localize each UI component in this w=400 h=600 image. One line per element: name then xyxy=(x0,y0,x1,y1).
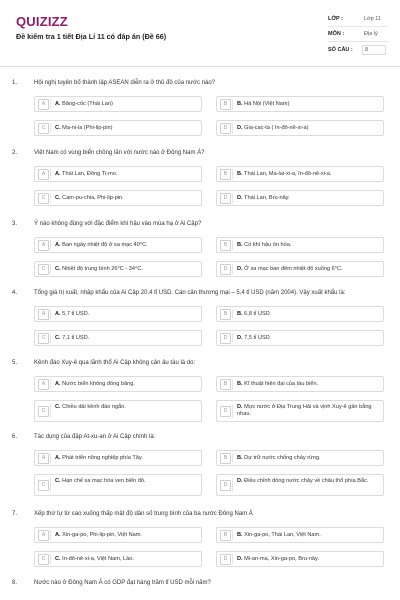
option-text xyxy=(237,381,379,388)
answer-option-a[interactable] xyxy=(34,450,202,466)
divider xyxy=(232,530,233,540)
option-letter-badge: D xyxy=(220,193,231,204)
option-label: Xin-ga-po, Thái Lan, Việt Nam. xyxy=(244,532,321,538)
option-key: A. xyxy=(55,455,61,461)
option-label: Mi-an-ma, Xin-ga-po, Bru-nây. xyxy=(244,556,319,562)
option-text xyxy=(55,381,197,388)
answer-option-a[interactable] xyxy=(34,237,202,253)
option-text xyxy=(55,101,197,108)
divider xyxy=(50,404,51,418)
option-letter-badge: B xyxy=(220,240,231,251)
count-label: SỐ CÂU : xyxy=(328,47,353,53)
question-text: Tác dụng của đập At-xu-an ở Ai Cập chính là: xyxy=(34,434,156,440)
answer-option-b[interactable] xyxy=(216,166,384,182)
divider xyxy=(232,123,233,133)
option-key: C. xyxy=(55,478,61,484)
question-text: Nước nào ở Đông Nam Á có GDP đạt hàng trăm tỉ USD mỗi năm? xyxy=(34,580,211,586)
divider xyxy=(50,554,51,564)
divider xyxy=(232,453,233,463)
option-key: A. xyxy=(55,311,61,317)
divider xyxy=(232,404,233,418)
option-label: Hạn chế sa mạc hóa ven biển đỏ. xyxy=(62,478,146,484)
divider xyxy=(232,379,233,389)
divider xyxy=(50,193,51,203)
option-label: Thái Lan, Đông Ti-mo. xyxy=(62,171,118,177)
option-text xyxy=(237,556,379,563)
question-number: 3. xyxy=(12,221,18,227)
option-letter-badge: D xyxy=(220,480,231,491)
option-key: D. xyxy=(237,125,243,131)
option-label: Phát triển nông nghiệp phía Tây. xyxy=(62,455,143,461)
option-text xyxy=(55,242,197,249)
option-letter-badge: B xyxy=(220,309,231,320)
divider xyxy=(50,264,51,274)
option-label: Ban ngày nhiệt độ ở sa mạc 40°C. xyxy=(62,242,148,248)
answer-option-b[interactable] xyxy=(216,376,384,392)
option-key: A. xyxy=(55,381,61,387)
answer-option-b[interactable] xyxy=(216,96,384,112)
divider xyxy=(232,333,233,343)
answer-option-c[interactable] xyxy=(34,330,202,346)
answer-option-c[interactable] xyxy=(34,261,202,277)
option-letter-badge: B xyxy=(220,99,231,110)
option-label: Hà Nội (Việt Nam) xyxy=(244,101,290,107)
count-value: 8 xyxy=(365,47,369,53)
option-text xyxy=(55,311,197,318)
option-label: Băng-cốc (Thái Lan) xyxy=(62,101,113,107)
option-key: B. xyxy=(237,101,243,107)
answer-option-d[interactable] xyxy=(216,400,384,422)
option-letter-badge: A xyxy=(38,309,49,320)
class-label: LỚP : xyxy=(328,16,343,22)
answer-option-a[interactable] xyxy=(34,376,202,392)
header-divider xyxy=(0,66,400,67)
question-number: 4. xyxy=(12,290,18,296)
divider xyxy=(232,99,233,109)
option-key: C. xyxy=(55,556,61,562)
option-label: 5,7 tỉ USD. xyxy=(62,311,90,317)
option-key: B. xyxy=(237,532,243,538)
divider xyxy=(232,478,233,492)
option-key: D. xyxy=(237,266,243,272)
option-key: C. xyxy=(55,266,61,272)
option-letter-badge: A xyxy=(38,379,49,390)
option-text xyxy=(55,195,197,202)
subject-label: MÔN : xyxy=(328,31,345,37)
option-text xyxy=(55,125,197,132)
question-number: 6. xyxy=(12,434,18,440)
divider xyxy=(50,169,51,179)
option-text xyxy=(55,335,197,342)
option-label: Thái Lan, Ma-lai-xi-a, In-đô-nê-xi-a. xyxy=(244,171,332,177)
option-label: Cam-pu-chia, Phi-lip-pin. xyxy=(62,195,124,201)
option-letter-badge: C xyxy=(38,333,49,344)
option-letter-badge: A xyxy=(38,453,49,464)
option-letter-badge: A xyxy=(38,240,49,251)
option-label: 6,8 tỉ USD. xyxy=(244,311,272,317)
option-key: B. xyxy=(237,455,243,461)
option-label: Dự trữ nước chống cháy rừng. xyxy=(244,455,321,461)
question-number: 8. xyxy=(12,580,18,586)
option-key: C. xyxy=(55,125,61,131)
question-text: Xếp thứ tự từ cao xuống thấp mật độ dân số trung bình của ba nước Đông Nam Á xyxy=(34,511,253,517)
option-label: Nhiệt độ trung bình 26°C - 34°C. xyxy=(62,266,143,272)
answer-option-b[interactable] xyxy=(216,306,384,322)
option-text xyxy=(55,171,197,178)
answer-option-d[interactable] xyxy=(216,120,384,136)
option-text xyxy=(237,478,379,485)
option-text xyxy=(237,125,379,132)
option-letter-badge: C xyxy=(38,123,49,134)
option-text xyxy=(237,266,379,273)
option-text xyxy=(237,311,379,318)
option-text xyxy=(237,101,379,108)
option-key: A. xyxy=(55,171,61,177)
option-text xyxy=(55,478,197,485)
option-text xyxy=(237,242,379,249)
question-text: Kênh đào Xuy-ê qua lãnh thổ Ai Cập không cản âu tàu là do: xyxy=(34,360,196,366)
option-key: D. xyxy=(237,335,243,341)
option-label: Điều chỉnh dòng nước chảy về châu thổ phía Bắc. xyxy=(244,478,369,484)
answer-option-d[interactable] xyxy=(216,474,384,496)
page-title: Đề kiểm tra 1 tiết Địa Lí 11 có đáp án (Đề 66) xyxy=(16,32,167,41)
option-label: Chiều dài kênh đào ngắn. xyxy=(62,404,126,410)
option-letter-badge: C xyxy=(38,480,49,491)
option-key: B. xyxy=(237,242,243,248)
class-value: Lớp 11 xyxy=(364,16,381,22)
option-letter-badge: B xyxy=(220,530,231,541)
answer-option-d[interactable] xyxy=(216,330,384,346)
option-letter-badge: A xyxy=(38,99,49,110)
option-letter-badge: B xyxy=(220,379,231,390)
option-label: Có khí hậu ôn hòa. xyxy=(244,242,292,248)
divider xyxy=(50,478,51,492)
option-key: D. xyxy=(237,556,243,562)
question-number: 2. xyxy=(12,150,18,156)
option-letter-badge: C xyxy=(38,554,49,565)
divider xyxy=(50,530,51,540)
divider xyxy=(232,309,233,319)
option-key: A. xyxy=(55,532,61,538)
option-text xyxy=(55,404,197,411)
option-key: B. xyxy=(237,311,243,317)
divider xyxy=(50,240,51,250)
divider xyxy=(328,41,388,42)
divider xyxy=(232,554,233,564)
answer-option-b[interactable] xyxy=(216,450,384,466)
option-key: A. xyxy=(55,101,61,107)
answer-option-a[interactable] xyxy=(34,306,202,322)
answer-option-c[interactable] xyxy=(34,474,202,496)
divider xyxy=(232,264,233,274)
answer-option-a[interactable] xyxy=(34,527,202,543)
option-letter-badge: D xyxy=(220,123,231,134)
divider xyxy=(50,99,51,109)
option-letter-badge: A xyxy=(38,530,49,541)
subject-value: Địa lý xyxy=(364,31,378,37)
option-letter-badge: B xyxy=(220,169,231,180)
option-letter-badge: D xyxy=(220,333,231,344)
answer-option-d[interactable] xyxy=(216,551,384,567)
question-number: 5. xyxy=(12,360,18,366)
question-text: Hội nghị tuyên bố thành lập ASEAN diễn ra ở thủ đô của nước nào? xyxy=(34,80,216,86)
option-label: 7,1 tỉ USD. xyxy=(62,335,90,341)
divider xyxy=(232,169,233,179)
answer-option-c[interactable] xyxy=(34,120,202,136)
option-label: Mực nước ở Địa Trung Hải và vịnh Xuy-ê gần bằng nhau. xyxy=(237,404,372,417)
option-text xyxy=(237,195,379,202)
option-label: Thái Lan, Bru-nây. xyxy=(244,195,290,201)
option-text xyxy=(237,335,379,342)
option-letter-badge: D xyxy=(220,264,231,275)
option-label: 7,5 tỉ USD. xyxy=(244,335,272,341)
option-key: B. xyxy=(237,171,243,177)
option-letter-badge: D xyxy=(220,406,231,417)
option-label: Gia-cac-ta ( In-đô-nê-xi-a) xyxy=(244,125,309,131)
answer-option-c[interactable] xyxy=(34,190,202,206)
answer-option-a[interactable] xyxy=(34,166,202,182)
option-text xyxy=(237,455,379,462)
option-key: C. xyxy=(55,195,61,201)
option-text xyxy=(237,171,379,178)
divider xyxy=(50,123,51,133)
option-letter-badge: A xyxy=(38,169,49,180)
option-letter-badge: C xyxy=(38,264,49,275)
option-text xyxy=(55,556,197,563)
option-key: D. xyxy=(237,478,243,484)
divider xyxy=(232,240,233,250)
option-label: Nước biển không đóng băng. xyxy=(62,381,135,387)
divider xyxy=(232,193,233,203)
option-text xyxy=(55,532,197,539)
divider xyxy=(50,333,51,343)
option-label: Ma-ni-la (Phi-lip-pin) xyxy=(62,125,113,131)
option-label: Ở sa mạc ban đêm nhiệt độ xuống 6°C. xyxy=(244,266,343,272)
option-label: Xin-ga-po, Phi-lip-pin, Việt Nam. xyxy=(62,532,142,538)
option-text xyxy=(55,266,197,273)
option-key: A. xyxy=(55,242,61,248)
option-key: B. xyxy=(237,381,243,387)
option-letter-badge: C xyxy=(38,193,49,204)
option-key: C. xyxy=(55,335,61,341)
option-key: D. xyxy=(237,195,243,201)
option-key: D. xyxy=(237,404,243,410)
option-text xyxy=(55,455,197,462)
divider xyxy=(50,453,51,463)
divider xyxy=(328,26,388,27)
answer-option-a[interactable] xyxy=(34,96,202,112)
divider xyxy=(50,309,51,319)
answer-option-b[interactable] xyxy=(216,527,384,543)
answer-option-b[interactable] xyxy=(216,237,384,253)
option-text xyxy=(237,404,379,417)
option-label: In-đô-nê-xi-a, Việt Nam, Lào. xyxy=(62,556,134,562)
question-number: 1. xyxy=(12,80,18,86)
answer-option-d[interactable] xyxy=(216,261,384,277)
answer-option-d[interactable] xyxy=(216,190,384,206)
divider xyxy=(50,379,51,389)
question-text: Tổng giá trị xuất, nhập khẩu của Ai Cập 20,4 tỉ USD. Cán cân thương mại – 5,4 tỉ USD (năm 2004). Vậy xuất khẩu là: xyxy=(34,290,346,296)
quizizz-logo: QUIZIZZ xyxy=(16,14,68,29)
option-letter-badge: C xyxy=(38,406,49,417)
option-label: Kĩ thuật hiện đại của tàu biển. xyxy=(244,381,319,387)
question-number: 7. xyxy=(12,511,18,517)
option-key: C. xyxy=(55,404,61,410)
option-letter-badge: D xyxy=(220,554,231,565)
answer-option-c[interactable] xyxy=(34,551,202,567)
answer-option-c[interactable] xyxy=(34,400,202,422)
question-text: Ý nào không đúng với đặc điểm khí hậu vào mùa hạ ở Ai Cập? xyxy=(34,221,202,227)
option-letter-badge: B xyxy=(220,453,231,464)
question-text: Việt Nam có vùng biển chồng lấn với nước nào ở Đông Nam Á? xyxy=(34,150,205,156)
option-text xyxy=(237,532,379,539)
